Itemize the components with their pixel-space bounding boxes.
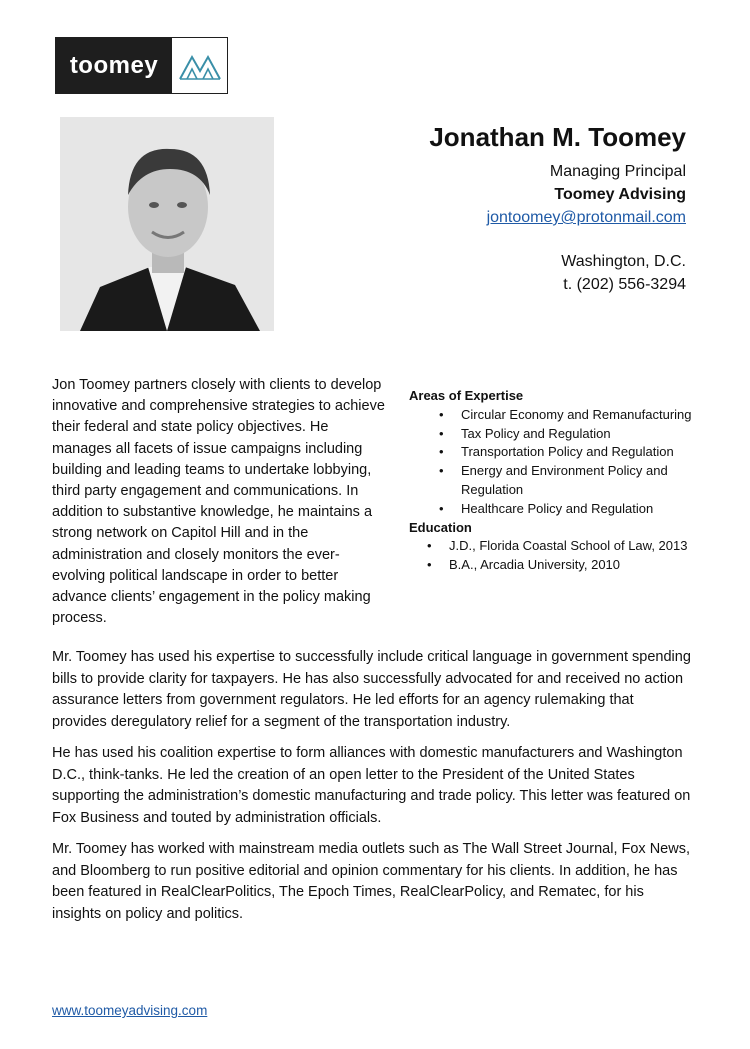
expertise-sidebar xyxy=(409,387,719,575)
mountain-peaks-icon xyxy=(172,38,227,93)
list-item: • Healthcare Policy and Regulation xyxy=(461,500,719,519)
education-list xyxy=(409,537,719,575)
body-paragraph: He has used his coalition expertise to form alliances with domestic manufacturers and Washington D.C., think-tanks. He led the creation of an open letter to the President of the United States supporting the administration’s domestic manufacturing and trade policy. This letter was featured on Fox Business and touted by administration officials. xyxy=(52,745,691,826)
body-paragraph: Mr. Toomey has used his expertise to successfully include critical language in government spending bills to provide clarity for taxpayers. He has also successfully advocated for and received no action assurance letters from government regulators. He led efforts for an agency rulemaking that provides deregulatory relief for a segment of the transportation industry. xyxy=(52,649,691,730)
footer xyxy=(52,1003,207,1018)
list-item: • Circular Economy and Remanufacturing xyxy=(461,406,719,425)
person-name: Jonathan M. Toomey xyxy=(429,122,686,152)
website-link[interactable]: www.toomeyadvising.com xyxy=(52,1003,208,1018)
list-item: • Energy and Environment Policy and Regulation xyxy=(461,462,719,500)
company-logo xyxy=(55,37,228,94)
location: Washington, D.C. xyxy=(561,253,686,270)
contact-block xyxy=(326,120,686,296)
list-item: • Tax Policy and Regulation xyxy=(461,425,719,444)
profile-photo xyxy=(60,117,274,331)
company-name: Toomey Advising xyxy=(554,186,686,203)
expertise-list xyxy=(409,406,719,519)
list-item: • J.D., Florida Coastal School of Law, 2013 xyxy=(449,537,719,556)
phone-number: t. (202) 556-3294 xyxy=(563,276,686,293)
body-paragraph: Mr. Toomey has worked with mainstream media outlets such as The Wall Street Journal, Fox News, and Bloomberg to run positive editorial and opinion commentary for his clients. In addition, he has been featured in RealClearPolitics, The Epoch Times, RealClearPolicy, and Rematec, for his insights on policy and politics. xyxy=(52,841,690,922)
job-title: Managing Principal xyxy=(549,163,686,180)
logo-wordmark: toomey xyxy=(56,38,172,93)
intro-paragraph: Jon Toomey partners closely with clients to develop innovative and comprehensive strategies to achieve their federal and state policy objectives. He manages all facets of issue campaigns including building and leading teams to undertake lobbying, third party engagement and communications. In addition to substantive knowledge, he maintains a strong network on Capitol Hill and in the administration and closely monitors the ever-evolving political landscape in order to better advance clients’ engagement in the policy making process. xyxy=(52,377,385,627)
list-item: • Transportation Policy and Regulation xyxy=(461,443,719,462)
body-text xyxy=(52,647,692,935)
education-heading: Education xyxy=(409,519,472,535)
expertise-heading: Areas of Expertise xyxy=(409,388,524,403)
email-link[interactable]: jontoomey@protonmail.com xyxy=(486,209,686,226)
list-item: • B.A., Arcadia University, 2010 xyxy=(449,556,719,575)
